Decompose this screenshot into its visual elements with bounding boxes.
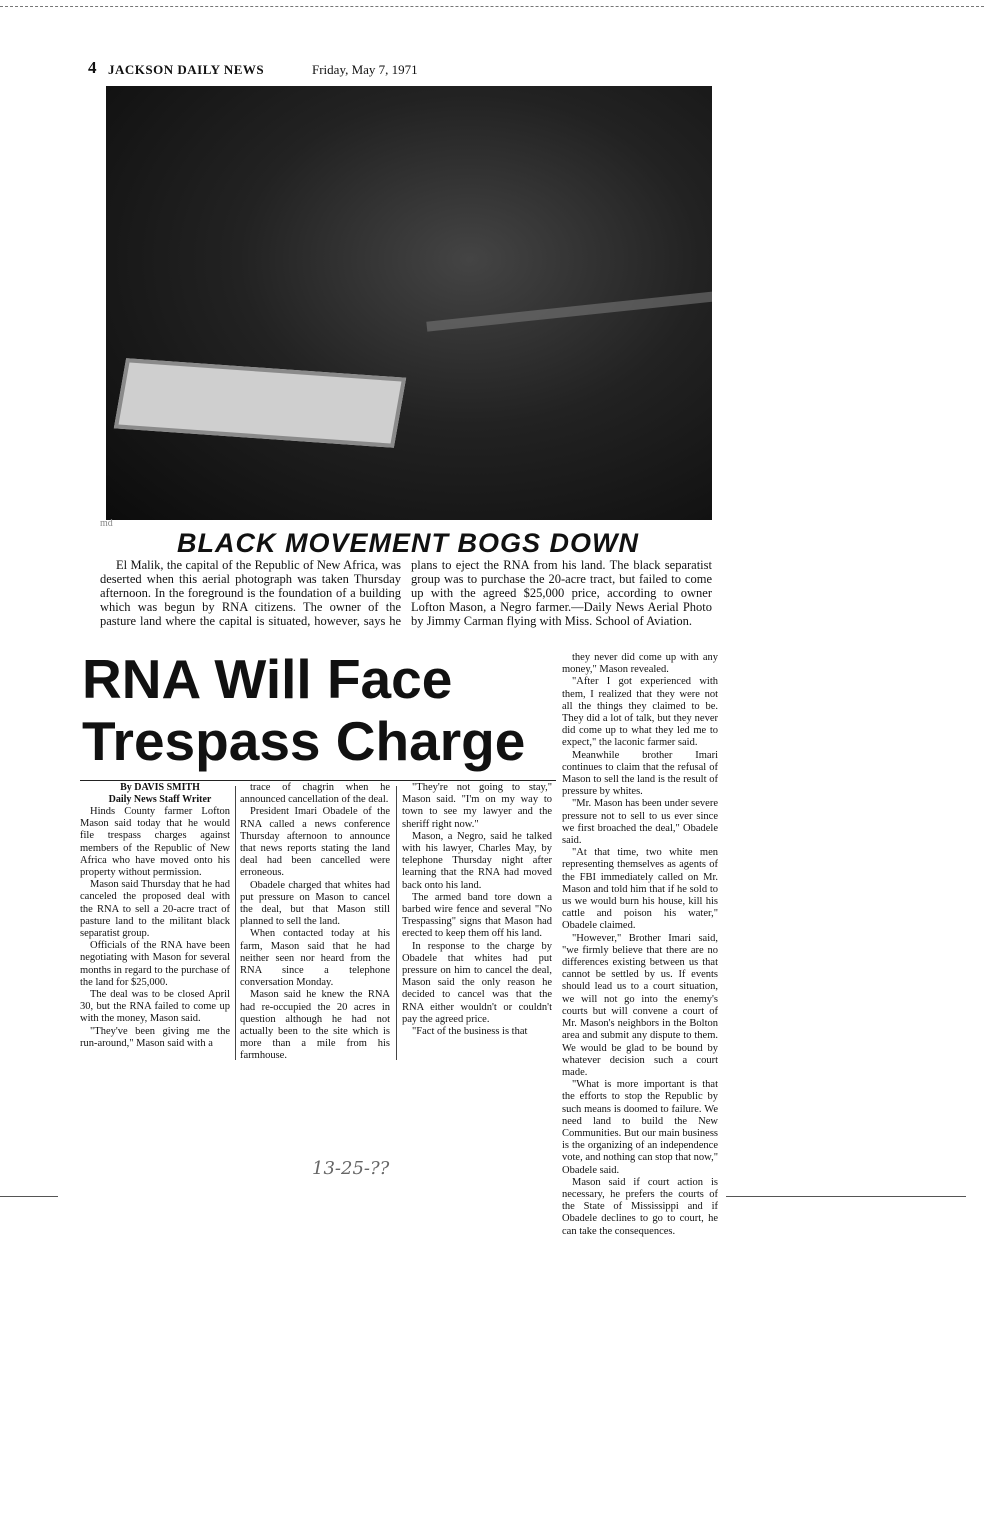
paragraph: Obadele charged that whites had put pressure on Mason to cancel the deal, but that Mason still planned to sell the land. <box>240 879 390 928</box>
headline-line-2: Trespass Charge <box>82 710 526 772</box>
paragraph: "They've been giving me the run-around," Mason said with a <box>80 1025 230 1049</box>
byline-title: Daily News Staff Writer <box>108 794 212 805</box>
paragraph: trace of chagrin when he announced cancellation of the deal. <box>240 782 390 806</box>
photo-credit-mark: md <box>100 518 113 529</box>
article-column-2 <box>240 782 390 1063</box>
photo-caption <box>100 558 712 648</box>
paragraph: "After I got experienced with them, I realized that they were not all the things they claimed to be. They did a lot of talk, but they never did come up to what they led me to expect," the laconic farmer said. <box>562 676 718 749</box>
column-top-rule <box>80 780 556 781</box>
paragraph: Officials of the RNA have been negotiating with Mason for several months in regard to the purchase of the land for $25,000. <box>80 940 230 988</box>
page-number: 4 <box>88 58 97 77</box>
paragraph: Mason said if court action is necessary, he prefers the courts of the State of Mississippi and if Obadele declines to go to court, he can take the consequences. <box>562 1176 718 1237</box>
article-column-4 <box>562 652 718 1238</box>
photo-building-foundation <box>114 358 406 448</box>
masthead <box>88 60 728 82</box>
paragraph: "However," Brother Imari said, "we firmly believe that there are no differences existing between us that cannot be settled by us. If events should lead us to a court situation, we will not go into the enemy's courts but will convene a court of Mr. Mason's neighbors in the Bolton area and submit any dispute to them. We would be glad to be bound by whatever decision such a court made. <box>562 932 718 1078</box>
byline: By DAVIS SMITH <box>120 782 200 793</box>
caption-text: El Malik, the capital of the Republic of New Africa, was deserted when this aerial photograph was taken Thursday afternoon. In the foreground is the foundation of a building which was begun by RNA citizens. The owner of the pasture land where the capital is situated, however, says he plans to eject the RNA from his land. The black separatist group was to purchase the 20-acre tract, but failed to come up with the agreed $25,000 price, according to owner Lofton Mason, a Negro farmer.—Daily News Aerial Photo by Jimmy Carman flying with Miss. School of Aviation. <box>100 558 712 628</box>
photo-road <box>426 290 712 331</box>
article-column-3 <box>402 782 552 1038</box>
scan-rule-right <box>726 1196 966 1197</box>
paragraph: "What is more important is that the efforts to stop the Republic by such means is doomed to failure. We need land to build the New Communities. But our main business is the organizing of an independence vote, and nothing can stop that now," Obadele said. <box>562 1079 718 1176</box>
aerial-photo <box>106 86 712 520</box>
paragraph: Mason said Thursday that he had canceled the proposed deal with the RNA to sell a 20-acre tract of pasture land to the militant black separatist group. <box>80 879 230 940</box>
paragraph: "They're not going to stay," Mason said. "I'm on my way to town to see my lawyer and the sheriff right now." <box>402 782 552 830</box>
handwritten-note: 13-25-?? <box>312 1158 390 1179</box>
paragraph: they never did come up with any money," Mason revealed. <box>562 652 718 676</box>
paragraph: Mason, a Negro, said he talked with his lawyer, Charles May, by telephone Thursday night after learning that the RNA had moved back onto his land. <box>402 830 552 891</box>
article-headline <box>82 648 552 772</box>
issue-date: Friday, May 7, 1971 <box>312 62 418 77</box>
column-divider <box>235 786 236 1060</box>
paragraph: The deal was to be closed April 30, but the RNA failed to come up with the money, Mason said. <box>80 989 230 1025</box>
newspaper-name: JACKSON DAILY NEWS <box>108 62 265 77</box>
headline-line-1: RNA Will Face <box>82 648 453 710</box>
paragraph: "Fact of the business is that <box>412 1026 528 1038</box>
paragraph: Mason said he knew the RNA had re-occupied the 20 acres in question although he had not actually been to the site which is more than a mile from his farmhouse. <box>240 989 390 1062</box>
scan-top-edge <box>0 6 984 7</box>
paragraph: "At that time, two white men representing themselves as agents of the FBI immediately called on Mr. Mason and told him that if he sold to us we would burn his house, kill his cattle and poison his water," Obadele claimed. <box>562 847 718 932</box>
paragraph: When contacted today at his farm, Mason said that he had neither seen nor heard from the RNA since a telephone conversation Monday. <box>240 928 390 989</box>
article-column-1 <box>80 782 230 1050</box>
scan-rule-left <box>0 1196 58 1197</box>
column-divider <box>396 786 397 1060</box>
paragraph: President Imari Obadele of the RNA called a news conference Thursday afternoon to announce that news reports stating the land deal had been cancelled were erroneous. <box>240 806 390 879</box>
paragraph: Hinds County farmer Lofton Mason said today that he would file trespass charges against members of the Republic of New Africa who have moved onto his property without permission. <box>80 806 230 879</box>
paragraph: Meanwhile brother Imari continues to claim that the refusal of Mason to sell the land is the result of pressure by whites. <box>562 749 718 798</box>
paragraph: "Mr. Mason has been under severe pressure not to sell to us ever since we first broached the deal," Obadele said. <box>562 798 718 847</box>
paragraph: In response to the charge by Obadele that whites had put pressure on him to cancel the deal, Mason said the only reason he decided to cancel was that the RNA either wouldn't or couldn't pay the agreed price. <box>402 940 552 1025</box>
article-columns <box>80 782 556 1062</box>
caption-heading: BLACK MOVEMENT BOGS DOWN <box>177 528 639 558</box>
paragraph: The armed band tore down a barbed wire fence and several "No Trespassing" signs that Mason had erected to keep them off his land. <box>402 891 552 940</box>
